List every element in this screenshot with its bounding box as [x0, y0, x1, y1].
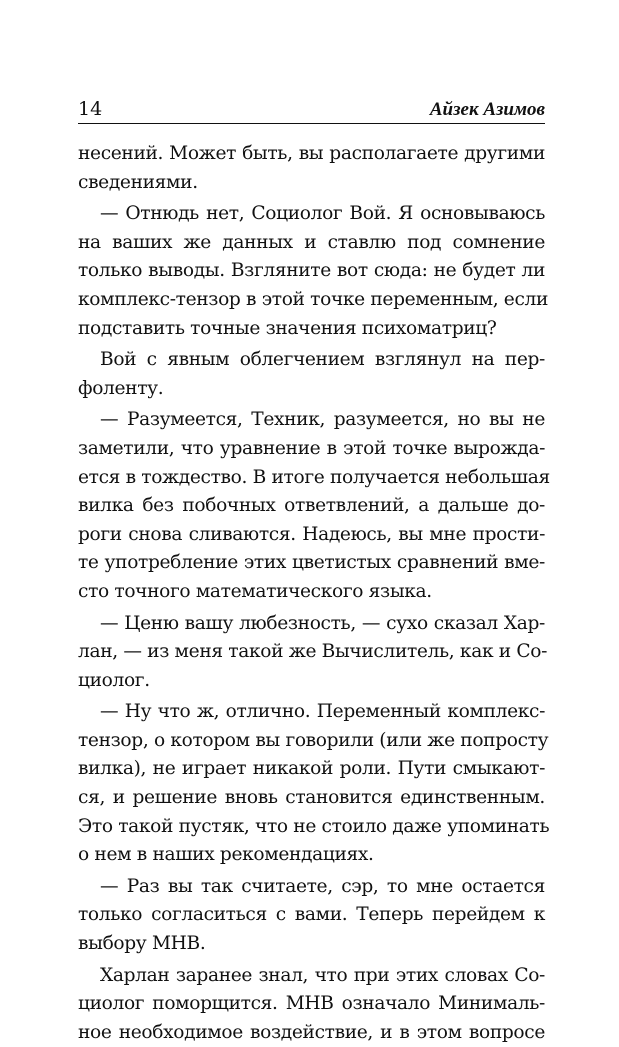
text-line: Вой с явным облегчением взглянул на пер-: [100, 349, 545, 371]
text-line: — Отнюдь нет, Социолог Вой. Я основываюсь: [100, 203, 545, 225]
text-line: несений. Может быть, вы располагаете другими: [78, 143, 545, 164]
text-line: ется в тождество. В итоге получается небольшая: [78, 466, 550, 488]
text-line: только выводы. Взгляните вот сюда: не будет ли: [78, 260, 545, 282]
page-number: 14: [78, 98, 103, 120]
running-head: [78, 98, 545, 128]
text-line: сто точного математического языка.: [78, 580, 432, 602]
text-line: выбору МНВ.: [78, 933, 206, 955]
text-line: — Раз вы так считаете, сэр, то мне остается: [100, 875, 545, 897]
text-line: ное необходимое воздействие, и в этом вопросе: [78, 1021, 545, 1043]
text-line: ся, и решение вновь становится единственным.: [78, 787, 545, 809]
text-line: циолог поморщится. МНВ означало Минималь-: [78, 993, 545, 1015]
text-line: Это такой пустяк, что не стоило даже упоминать: [78, 815, 550, 837]
text-line: заметили, что уравнение в этой точке вырожда-: [78, 437, 545, 459]
running-title-author: Айзек Азимов: [429, 99, 545, 120]
body-text: [78, 140, 550, 1047]
text-line: подставить точные значения психоматриц?: [78, 317, 497, 339]
text-line: комплекс-тензор в этой точке переменным, если: [78, 288, 549, 310]
text-line: на ваших же данных и ставлю под сомнение: [78, 231, 545, 253]
text-line: циолог.: [78, 669, 150, 691]
text-line: только согласиться с вами. Теперь перейдем к: [78, 904, 545, 926]
text-line: фоленту.: [78, 377, 164, 399]
header-rule: [78, 123, 545, 124]
text-line: — Ценю вашу любезность, — сухо сказал Хар-: [100, 612, 545, 634]
text-line: о нем в наших рекомендациях.: [78, 844, 374, 866]
text-line: тензор, о котором вы говорили (или же попросту: [78, 729, 549, 751]
text-line: — Ну что ж, отлично. Переменный комплекс-: [100, 701, 545, 723]
text-line: те употребление этих цветистых сравнений вме-: [78, 552, 545, 574]
text-line: сведениями.: [78, 171, 198, 193]
text-line: вилка), не играет никакой роли. Пути смыкают-: [78, 758, 545, 780]
text-line: лан, — из меня такой же Вычислитель, как и Со-: [78, 641, 548, 663]
text-line: Харлан заранее знал, что при этих словах Со-: [100, 964, 545, 986]
text-line: — Разумеется, Техник, разумеется, но вы не: [100, 409, 545, 431]
text-line: роги снова сливаются. Надеюсь, вы мне прости-: [78, 523, 545, 545]
text-line: вилка без побочных ответвлений, а дальше до-: [78, 495, 545, 517]
